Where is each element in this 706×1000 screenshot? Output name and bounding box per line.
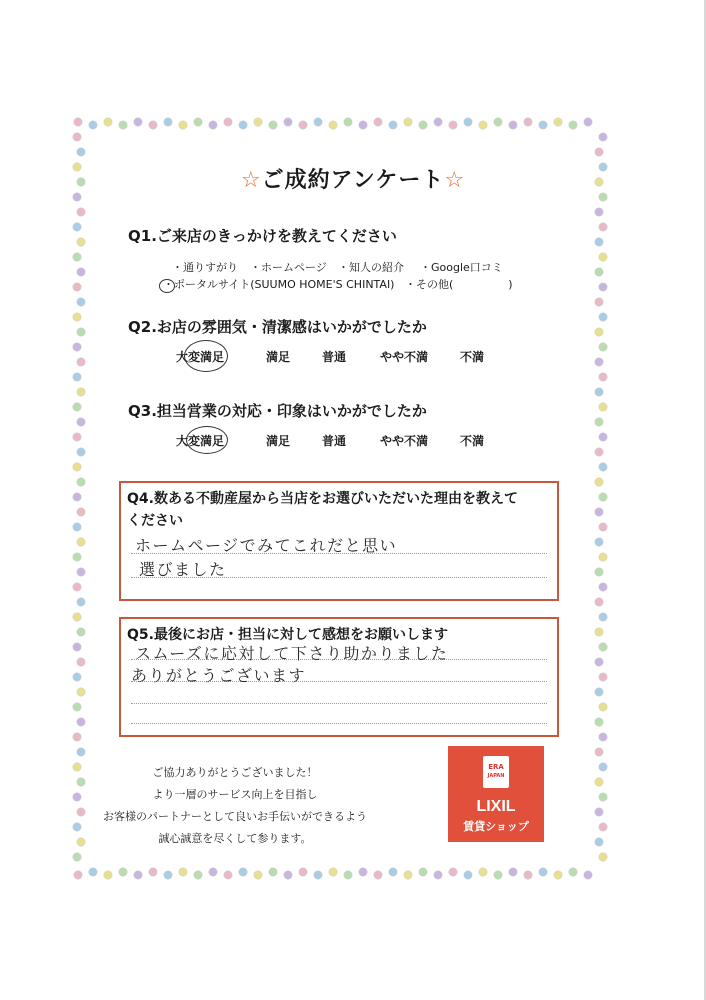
- border-dot: [419, 121, 427, 129]
- border-dot: [434, 118, 442, 126]
- border-dot: [595, 838, 603, 846]
- border-dot: [479, 868, 487, 876]
- border-dot: [77, 538, 85, 546]
- border-dot: [599, 673, 607, 681]
- border-dot: [599, 553, 607, 561]
- border-dot: [77, 658, 85, 666]
- q5-answer-box: [119, 617, 559, 737]
- closing-line-2: より一層のサービス向上を目指し: [152, 788, 318, 801]
- border-dot: [599, 133, 607, 141]
- border-dot: [599, 493, 607, 501]
- q1-option-other[interactable]: ・その他( ): [405, 278, 513, 291]
- border-dot: [284, 118, 292, 126]
- border-dot: [254, 871, 262, 879]
- border-dot: [73, 613, 81, 621]
- border-dot: [73, 493, 81, 501]
- star-icon: ☆: [444, 168, 466, 193]
- border-dot: [595, 568, 603, 576]
- border-dot: [595, 688, 603, 696]
- logo-brand: LIXIL: [476, 798, 516, 815]
- border-dot: [599, 193, 607, 201]
- border-dot: [464, 871, 472, 879]
- lixil-logo: [448, 746, 544, 842]
- border-dot: [595, 748, 603, 756]
- border-dot: [269, 121, 277, 129]
- border-dot: [595, 448, 603, 456]
- border-dot: [599, 853, 607, 861]
- border-dot: [599, 523, 607, 531]
- border-dot: [434, 871, 442, 879]
- closing-line-3: お客様のパートナーとして良いお手伝いができるよう: [103, 810, 367, 823]
- border-dot: [595, 598, 603, 606]
- border-dot: [569, 868, 577, 876]
- page-title: [0, 163, 706, 194]
- border-dot: [329, 868, 337, 876]
- q5-answer-line1: スムーズに応対して下さり助かりました: [135, 644, 449, 663]
- border-dot: [77, 208, 85, 216]
- border-dot: [404, 118, 412, 126]
- q4-question-line1: Q4.数ある不動産屋から当店をお選びいただいた理由を教えて: [127, 491, 518, 507]
- border-dot: [595, 268, 603, 276]
- border-dot: [209, 868, 217, 876]
- q4-answer-line2: 選びました: [139, 560, 227, 579]
- border-dot: [89, 868, 97, 876]
- border-dot: [73, 373, 81, 381]
- border-dot: [554, 118, 562, 126]
- border-dot: [599, 223, 607, 231]
- border-dot: [344, 118, 352, 126]
- q2-rating-neutral[interactable]: 普通: [322, 350, 347, 364]
- border-dot: [524, 871, 532, 879]
- border-dot: [77, 268, 85, 276]
- border-dot: [224, 118, 232, 126]
- q2-rating-satisfied[interactable]: 満足: [266, 350, 291, 364]
- border-dot: [359, 121, 367, 129]
- border-dot: [179, 868, 187, 876]
- border-dot: [374, 118, 382, 126]
- border-dot: [449, 121, 457, 129]
- border-dot: [449, 868, 457, 876]
- border-dot: [584, 118, 592, 126]
- border-dot: [77, 388, 85, 396]
- border-dot: [599, 823, 607, 831]
- border-dot: [314, 118, 322, 126]
- border-dot: [239, 868, 247, 876]
- era-text: ERA: [488, 763, 504, 771]
- q3-rating-very-satisfied[interactable]: 大変満足: [176, 434, 225, 448]
- border-dot: [73, 583, 81, 591]
- q2-rating-somewhat-dissatisfied[interactable]: やや不満: [380, 350, 429, 364]
- border-dot: [164, 118, 172, 126]
- q1-option-homepage[interactable]: ・ホームページ: [250, 261, 327, 274]
- border-dot: [73, 703, 81, 711]
- border-dot: [595, 808, 603, 816]
- q1-option-portal[interactable]: ・ポータルサイト(SUUMO HOME'S CHINTAI): [163, 278, 395, 291]
- border-dot: [595, 358, 603, 366]
- q2-rating-dissatisfied[interactable]: 不満: [460, 350, 485, 364]
- border-dot: [239, 121, 247, 129]
- border-dot: [209, 121, 217, 129]
- border-dot: [584, 871, 592, 879]
- border-dot: [77, 298, 85, 306]
- q2-question: Q2.お店の雰囲気・清潔感はいかがでしたか: [128, 318, 427, 336]
- border-dot: [599, 583, 607, 591]
- border-dot: [599, 253, 607, 261]
- q1-question: Q1.ご来店のきっかけを教えてください: [128, 227, 397, 245]
- border-dot: [134, 871, 142, 879]
- border-dot: [554, 871, 562, 879]
- border-dot: [224, 871, 232, 879]
- border-dot: [74, 118, 82, 126]
- border-dot: [599, 613, 607, 621]
- star-icon: ☆: [240, 168, 262, 193]
- border-dot: [104, 871, 112, 879]
- border-dot: [73, 403, 81, 411]
- border-dot: [595, 478, 603, 486]
- border-dot: [269, 868, 277, 876]
- border-dot: [77, 238, 85, 246]
- border-dot: [595, 148, 603, 156]
- selection-circle: [184, 340, 228, 372]
- border-dot: [595, 328, 603, 336]
- selection-circle: [159, 279, 175, 293]
- border-dot: [73, 733, 81, 741]
- q1-option-google[interactable]: ・Google口コミ: [420, 261, 503, 274]
- border-dot: [164, 871, 172, 879]
- border-dot: [77, 148, 85, 156]
- border-dot: [595, 508, 603, 516]
- border-dot: [539, 868, 547, 876]
- border-dot: [104, 118, 112, 126]
- border-dot: [599, 463, 607, 471]
- border-dot: [299, 121, 307, 129]
- q4-answer-line1: ホームページでみてこれだと思い: [135, 536, 398, 555]
- border-dot: [77, 718, 85, 726]
- border-dot: [599, 403, 607, 411]
- q5-answer-line2: ありがとうございます: [131, 666, 307, 685]
- border-dot: [77, 358, 85, 366]
- q3-question: Q3.担当営業の対応・印象はいかがでしたか: [128, 402, 427, 420]
- border-dot: [73, 343, 81, 351]
- border-dot: [74, 871, 82, 879]
- border-dot: [595, 628, 603, 636]
- border-dot: [595, 298, 603, 306]
- border-dot: [73, 463, 81, 471]
- border-dot: [149, 121, 157, 129]
- border-dot: [599, 763, 607, 771]
- border-dot: [119, 868, 127, 876]
- border-dot: [77, 598, 85, 606]
- q5-question: Q5.最後にお店・担当に対して感想をお願いします: [127, 627, 448, 643]
- border-dot: [595, 238, 603, 246]
- border-dot: [73, 223, 81, 231]
- border-dot: [73, 193, 81, 201]
- logo-sub: 賃貸ショップ: [463, 820, 529, 833]
- border-dot: [359, 868, 367, 876]
- border-dot: [77, 448, 85, 456]
- border-dot: [134, 118, 142, 126]
- border-dot: [284, 871, 292, 879]
- border-dot: [194, 118, 202, 126]
- border-dot: [73, 283, 81, 291]
- title-text: ご成約アンケート: [261, 168, 445, 193]
- q3-rating-somewhat-dissatisfied[interactable]: やや不満: [380, 434, 429, 448]
- era-sub-text: JAPAN: [487, 773, 505, 779]
- closing-line-1: ご協力ありがとうございました！: [152, 766, 318, 779]
- border-dot: [599, 643, 607, 651]
- border-dot: [73, 553, 81, 561]
- closing-message: [0, 762, 470, 850]
- border-dot: [73, 133, 81, 141]
- border-dot: [344, 871, 352, 879]
- border-dot: [599, 433, 607, 441]
- border-dot: [77, 688, 85, 696]
- border-dot: [595, 538, 603, 546]
- border-dot: [73, 643, 81, 651]
- border-dot: [77, 418, 85, 426]
- border-dot: [389, 121, 397, 129]
- border-dot: [329, 121, 337, 129]
- border-dot: [419, 868, 427, 876]
- border-dot: [569, 121, 577, 129]
- q2-rating-very-satisfied[interactable]: 大変満足: [176, 350, 225, 364]
- q3-rating-neutral[interactable]: 普通: [322, 434, 347, 448]
- border-dot: [595, 418, 603, 426]
- border-dot: [179, 121, 187, 129]
- border-dot: [464, 118, 472, 126]
- border-dot: [73, 853, 81, 861]
- border-dot: [539, 121, 547, 129]
- answer-line: [131, 723, 547, 724]
- border-dot: [494, 118, 502, 126]
- border-dot: [299, 868, 307, 876]
- border-dot: [73, 253, 81, 261]
- border-dot: [119, 121, 127, 129]
- q4-question-line2: ください: [127, 513, 183, 529]
- border-dot: [595, 208, 603, 216]
- border-dot: [149, 868, 157, 876]
- selection-circle: [186, 426, 228, 454]
- q3-rating-dissatisfied[interactable]: 不満: [460, 434, 485, 448]
- border-dot: [77, 748, 85, 756]
- border-dot: [509, 121, 517, 129]
- border-dot: [494, 871, 502, 879]
- border-dot: [599, 313, 607, 321]
- q1-option-passing[interactable]: ・通りすがり: [172, 261, 238, 274]
- border-dot: [73, 523, 81, 531]
- border-dot: [599, 733, 607, 741]
- q4-answer-box: [119, 481, 559, 601]
- border-dot: [77, 628, 85, 636]
- border-dot: [599, 793, 607, 801]
- border-dot: [254, 118, 262, 126]
- border-dot: [479, 121, 487, 129]
- border-dot: [599, 373, 607, 381]
- border-dot: [389, 868, 397, 876]
- border-dot: [599, 703, 607, 711]
- border-dot: [599, 343, 607, 351]
- border-dot: [595, 658, 603, 666]
- border-dot: [73, 673, 81, 681]
- border-dot: [89, 121, 97, 129]
- border-dot: [595, 778, 603, 786]
- border-dot: [77, 328, 85, 336]
- border-dot: [73, 313, 81, 321]
- border-dot: [77, 478, 85, 486]
- border-dot: [524, 118, 532, 126]
- border-dot: [599, 283, 607, 291]
- border-dot: [509, 868, 517, 876]
- closing-line-4: 誠心誠意を尽くして参ります。: [158, 832, 312, 845]
- border-dot: [77, 508, 85, 516]
- border-dot: [374, 871, 382, 879]
- border-dot: [77, 568, 85, 576]
- era-logo-icon: [483, 756, 509, 788]
- border-dot: [73, 433, 81, 441]
- border-dot: [314, 871, 322, 879]
- border-dot: [404, 871, 412, 879]
- border-dot: [595, 718, 603, 726]
- q1-option-referral[interactable]: ・知人の紹介: [338, 261, 404, 274]
- answer-line: [131, 703, 547, 704]
- q3-rating-satisfied[interactable]: 満足: [266, 434, 291, 448]
- border-dot: [595, 388, 603, 396]
- border-dot: [194, 871, 202, 879]
